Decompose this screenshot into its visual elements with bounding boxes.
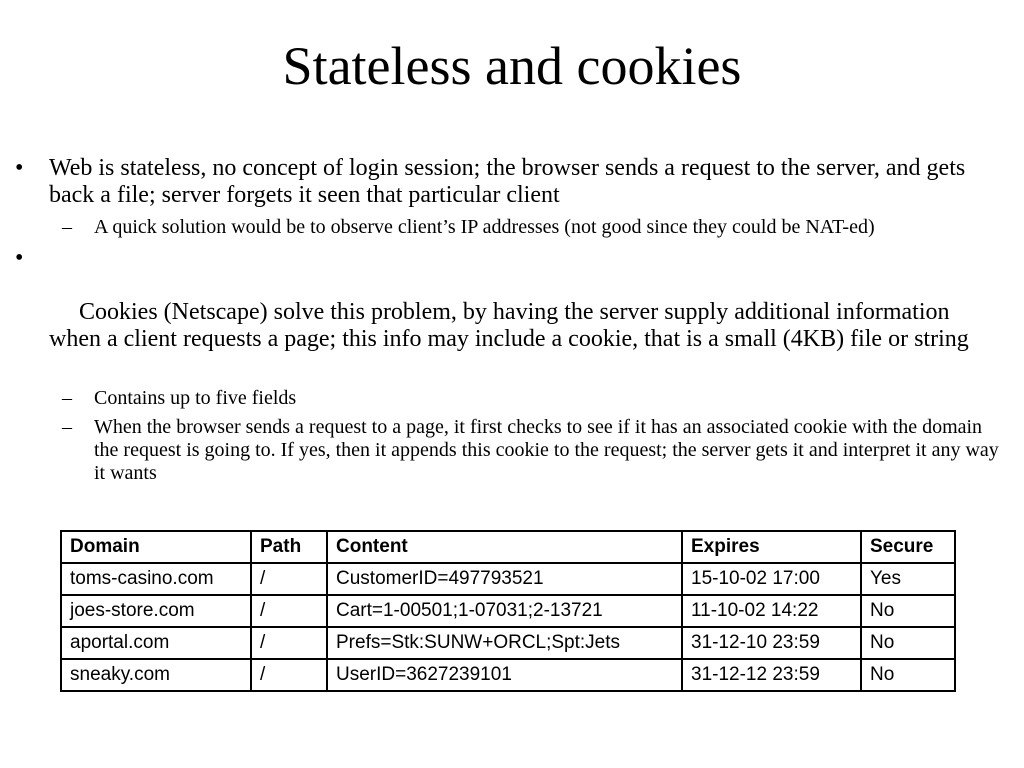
table-row [61,563,955,595]
table-row [61,627,955,659]
sub-bullet-item [0,416,1024,485]
cell-domain: joes-store.com [61,595,251,627]
column-header-secure: Secure [861,531,955,563]
slide-title: Stateless and cookies [282,36,742,96]
cell-path: / [251,563,327,595]
sub-bullet-item [0,216,1024,239]
cell-content: CustomerID=497793521 [327,563,682,595]
bullet-item [0,155,1024,209]
column-header-expires: Expires [682,531,861,563]
bullet-marker: • [15,155,24,181]
cell-path: / [251,595,327,627]
sub-bullet-marker: – [62,416,72,438]
cell-expires: 11-10-02 14:22 [682,595,861,627]
cell-domain: toms-casino.com [61,563,251,595]
cell-secure: No [861,659,955,691]
cell-path: / [251,659,327,691]
cell-expires: 31-12-12 23:59 [682,659,861,691]
cell-content: Cart=1-00501;1-07031;2-13721 [327,595,682,627]
cell-content: UserID=3627239101 [327,659,682,691]
cell-expires: 31-12-10 23:59 [682,627,861,659]
table-header-row [61,531,955,563]
bullet-item [0,245,1024,380]
bullet-marker: • [15,245,24,271]
sub-bullet-text: Contains up to five fields [94,387,297,409]
table-row [61,659,955,691]
cookie-table [60,530,956,692]
cell-domain: aportal.com [61,627,251,659]
sub-bullet-item [0,387,1024,410]
column-header-domain: Domain [61,531,251,563]
sub-bullet-text: A quick solution would be to observe client’s IP addresses (not good since they could be NAT-ed) [94,216,875,238]
sub-bullet-marker: – [62,216,72,238]
table-row [61,595,955,627]
cell-domain: sneaky.com [61,659,251,691]
sub-bullet-marker: – [62,387,72,409]
bullet-text: Cookies (Netscape) solve this problem, by having the server supply additional information when a client requests a page; this info may include a cookie, that is a small (4KB) file or string [49,299,969,352]
cell-secure: Yes [861,563,955,595]
bullet-text: Web is stateless, no concept of login session; the browser sends a request to the server, and gets back a file; server forgets it seen that particular client [49,155,966,208]
cell-expires: 15-10-02 17:00 [682,563,861,595]
cell-secure: No [861,595,955,627]
cell-secure: No [861,627,955,659]
sub-bullet-text: When the browser sends a request to a page, it first checks to see if it has an associated cookie with the domain the request is going to. If yes, then it appends this cookie to the request; the server gets it and interpret it any way it wants [94,416,999,484]
cell-content: Prefs=Stk:SUNW+ORCL;Spt:Jets [327,627,682,659]
column-header-path: Path [251,531,327,563]
column-header-content: Content [327,531,682,563]
bullet-list [0,155,1024,491]
cell-path: / [251,627,327,659]
